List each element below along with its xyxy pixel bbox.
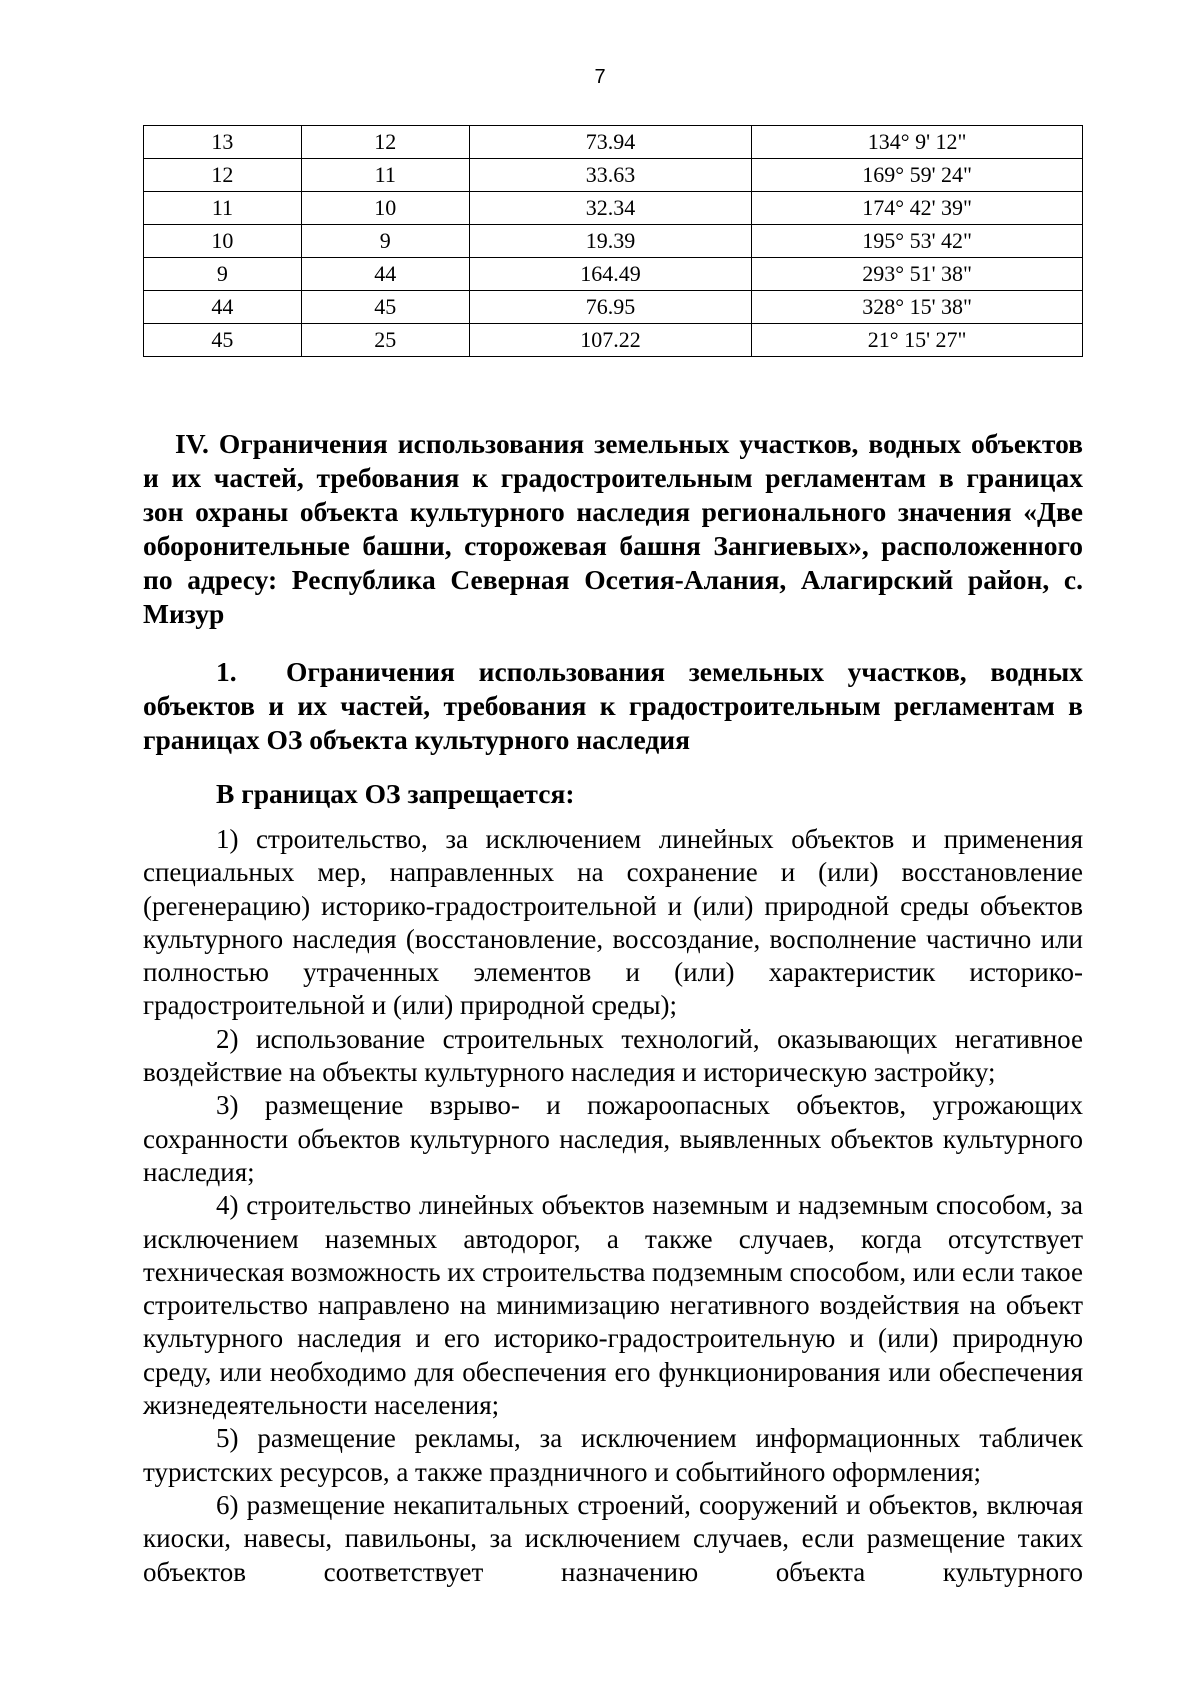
prohibitions-list	[143, 823, 1083, 1589]
table-cell: 164.49	[469, 258, 752, 291]
table-cell: 134° 9' 12"	[752, 126, 1083, 159]
table-cell: 9	[301, 225, 469, 258]
sub-heading-number: 1.	[216, 656, 237, 687]
table-cell: 195° 53' 42"	[752, 225, 1083, 258]
table-row	[144, 225, 1083, 258]
table-cell: 11	[144, 192, 302, 225]
table-row	[144, 258, 1083, 291]
table-row	[144, 291, 1083, 324]
table-cell: 25	[301, 324, 469, 357]
list-item: 4) строительство линейных объектов наземным и надземным способом, за исключением наземных автодорог, а также случаев, когда отсутствует техническая возможность их строительства подземным способом, или если такое строительство направлено на минимизацию негативного воздействия на объект культурного наследия и его историко-градостроительную и (или) природную среду, или необходимо для обеспечения его функционирования или обеспечения жизнедеятельности населения;	[143, 1190, 1083, 1421]
table-row	[144, 126, 1083, 159]
table-row	[144, 324, 1083, 357]
table-row	[144, 159, 1083, 192]
table-cell: 13	[144, 126, 302, 159]
table-cell: 12	[301, 126, 469, 159]
list-item: 3) размещение взрыво- и пожароопасных объектов, угрожающих сохранности объектов культурного наследия, выявленных объектов культурного наследия;	[143, 1090, 1083, 1187]
table-cell: 32.34	[469, 192, 752, 225]
table-cell: 19.39	[469, 225, 752, 258]
list-item: 2) использование строительных технологий, оказывающих негативное воздействие на объекты культурного наследия и историческую застройку;	[143, 1023, 1083, 1088]
table-cell: 33.63	[469, 159, 752, 192]
table-cell: 45	[144, 324, 302, 357]
table-cell: 293° 51' 38"	[752, 258, 1083, 291]
table-cell: 9	[144, 258, 302, 291]
zone-label: В границах ОЗ запрещается:	[216, 778, 575, 809]
table-cell: 107.22	[469, 324, 752, 357]
list-item: 1) строительство, за исключением линейных объектов и применения специальных мер, направленных на сохранение и (или) восстановление (регенерацию) историко-градостроительной и (или) природной среды объектов культурного наследия (восстановление, воссоздание, восполнение частично или полностью утраченных элементов и (или) характеристик историко-градостроительной и (или) природной среды);	[143, 824, 1083, 1021]
table-cell: 45	[301, 291, 469, 324]
table-cell: 11	[301, 159, 469, 192]
table-cell: 328° 15' 38"	[752, 291, 1083, 324]
table-cell: 10	[301, 192, 469, 225]
sub-heading	[143, 655, 1083, 757]
table-cell: 44	[144, 291, 302, 324]
list-item: 5) размещение рекламы, за исключением информационных табличек туристских ресурсов, а также праздничного и событийного оформления;	[143, 1423, 1083, 1487]
table-cell: 12	[144, 159, 302, 192]
section-title	[143, 427, 1083, 631]
sub-heading-text: Ограничения использования земельных участков, водных объектов и их частей, требования к градостроительным регламентам в границах ОЗ объекта культурного наследия	[143, 656, 1083, 755]
table-cell: 21° 15' 27"	[752, 324, 1083, 357]
table-cell: 44	[301, 258, 469, 291]
page-number: 7	[594, 66, 606, 88]
table-cell: 169° 59' 24"	[752, 159, 1083, 192]
section-title-text: IV. Ограничения использования земельных участков, водных объектов и их частей, требования к градостроительным регламентам в границах зон охраны объекта культурного наследия регионального значения «Две оборонительные башни, сторожевая башня Зангиевых», расположенного по адресу: Республика Северная Осетия-Алания, Алагирский район, с. Мизур	[143, 428, 1083, 629]
coordinates-table	[143, 125, 1083, 357]
table-cell: 174° 42' 39"	[752, 192, 1083, 225]
table-row	[144, 192, 1083, 225]
list-item: 6) размещение некапитальных строений, сооружений и объектов, включая киоски, навесы, павильоны, за исключением случаев, если размещение таких объектов соответствует назначению объекта культурного	[143, 1489, 1083, 1587]
table-cell: 73.94	[469, 126, 752, 159]
table-cell: 76.95	[469, 291, 752, 324]
table-cell: 10	[144, 225, 302, 258]
